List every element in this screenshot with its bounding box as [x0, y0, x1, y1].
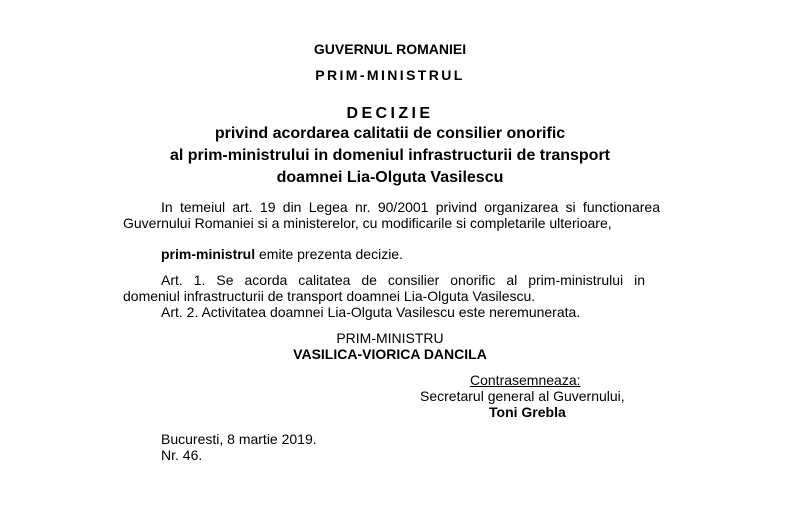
enacting-text: emite prezenta decizie. [255, 246, 403, 262]
article-2: Art. 2. Activitatea doamnei Lia-Olguta Vasilescu este neremunerata. [161, 304, 581, 320]
institution-heading: GUVERNUL ROMANIEI [313, 41, 467, 57]
preamble-line-2: Guvernului Romaniei si a ministerelor, cu modificarile si completarile ulterioare, [123, 215, 612, 231]
title-line-2: al prim-ministrului in domeniul infrastructurii de transport [169, 147, 611, 164]
article-1-line-1: Art. 1. Se acorda calitatea de consilier onorific al prim-ministrului in [161, 272, 645, 288]
decision-number: Nr. 46. [161, 447, 203, 463]
countersign-label: Contrasemneaza: [470, 372, 581, 388]
document-type-title: DECIZIE [346, 105, 434, 122]
enacting-subject: prim-ministrul [161, 246, 256, 262]
title-line-1: privind acordarea calitatii de consilier onorific [214, 125, 566, 142]
place-date: Bucuresti, 8 martie 2019. [161, 431, 317, 447]
preamble-line-1: In temeiul art. 19 din Legea nr. 90/2001 privind organizarea si functionarea [161, 199, 660, 215]
signatory-name: VASILICA-VIORICA DANCILA [293, 346, 487, 362]
countersign-name: Toni Grebla [489, 404, 566, 420]
title-line-3: doamnei Lia-Olguta Vasilescu [276, 169, 504, 186]
enacting-clause [161, 246, 403, 262]
article-1-line-2: domeniul infrastructurii de transport doamnei Lia-Olguta Vasilescu. [123, 288, 536, 304]
countersign-role: Secretarul general al Guvernului, [420, 388, 625, 404]
signatory-role: PRIM-MINISTRU [336, 330, 444, 346]
office-heading: PRIM-MINISTRUL [315, 67, 465, 83]
